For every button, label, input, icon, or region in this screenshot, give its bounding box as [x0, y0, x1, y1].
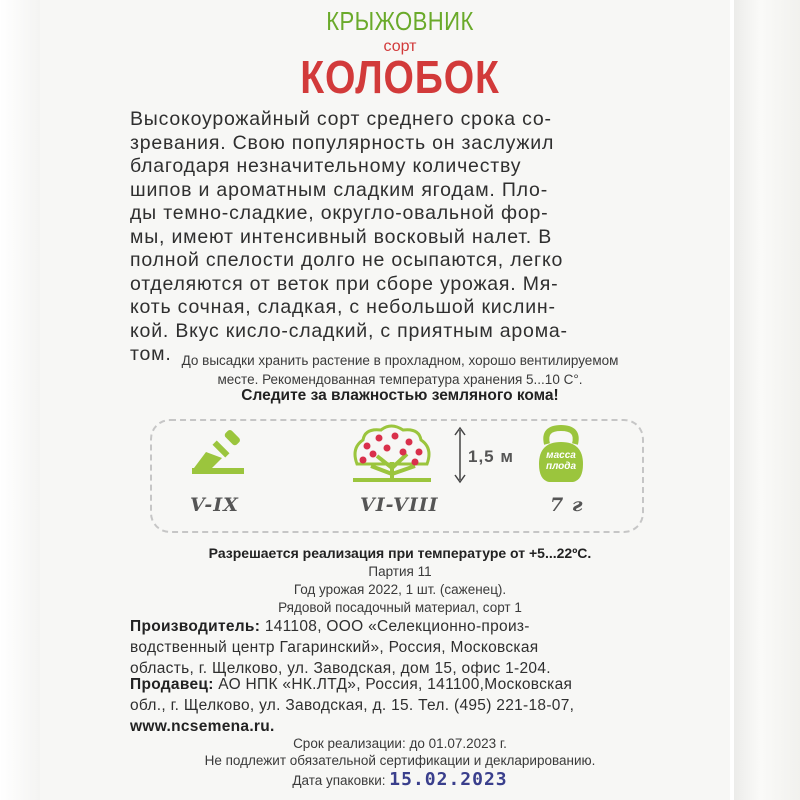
description-line: шипов и ароматным сладким ягодам. Пло-: [130, 178, 549, 201]
material-grade: Рядовой посадочный материал, сорт 1: [278, 600, 522, 615]
producer-line: водственный центр Гагаринский», Россия, Московская: [130, 639, 539, 656]
seller-label: Продавец:: [130, 676, 214, 693]
description-line: кой. Вкус кисло-сладкий, с приятным арома-: [130, 319, 568, 342]
moisture-warning: Следите за влажностью земляного кома!: [241, 387, 559, 404]
pack-date-label: Дата упаковки:: [292, 773, 386, 788]
description-line: Высокоурожайный сорт среднего срока со-: [130, 108, 552, 130]
certification-note: Не подлежит обязательной сертификации и декларированию.: [204, 753, 596, 768]
seller-line: АО НПК «НК.ЛТД», Россия, 141100,Московская: [213, 676, 573, 693]
package-left-edge: [0, 0, 40, 800]
fruit-weight: 7 г: [550, 494, 584, 516]
producer-line: 141108, ООО «Селекционно-произ-: [260, 618, 530, 635]
producer-label: Производитель:: [130, 618, 261, 635]
harvest-year: Год урожая 2022, 1 шт. (саженец).: [293, 582, 507, 597]
package-right-edge: [734, 0, 800, 800]
planting-period: V-IX: [190, 494, 239, 516]
harvest-period: VI-VIII: [360, 494, 439, 516]
pack-date-stamp: 15.02.2023: [389, 769, 508, 790]
description-line: отделяются от веток при сборе урожая. Мя-: [130, 272, 559, 295]
description-line: том.: [130, 343, 172, 365]
description-line: ды темно-сладкие, округло-овальной фор-: [130, 202, 549, 224]
batch-number: Партия 11: [368, 564, 432, 579]
variety-name: КОЛОБОК: [300, 51, 500, 103]
badge-line: масса: [546, 450, 576, 461]
height-arrow-icon: [452, 426, 468, 484]
description-line: мы, имеют интенсивный восковый налет. В: [130, 225, 553, 248]
trowel-icon: [188, 428, 248, 478]
badge-line: плода: [545, 461, 577, 472]
expiry-date: Срок реализации: до 01.07.2023 г.: [293, 736, 507, 751]
seller-info: [130, 674, 655, 737]
bush-icon: [347, 424, 437, 484]
description: [130, 108, 670, 367]
description-line: благодаря незначительному количеству: [130, 155, 522, 177]
sort-label: сорт: [383, 38, 417, 55]
seller-line: обл., г. Щелково, ул. Заводская, д. 15. Тел. (495) 221-18-07,: [130, 697, 575, 714]
storage-line: До высадки хранить растение в прохладном, хорошо вентилируемом: [181, 353, 619, 368]
description-line: полной спелости долго не осыпаются, легко: [130, 249, 564, 271]
fruit-weight-badge: [533, 450, 589, 472]
website-link[interactable]: www.ncsemena.ru.: [130, 718, 275, 735]
plant-height: 1,5 м: [468, 447, 514, 466]
description-line: коть сочная, сладкая, с небольшой кислин-: [130, 296, 556, 318]
storage-instructions: [120, 351, 680, 389]
crop-name: КРЫЖОВНИК: [326, 6, 474, 36]
description-line: зревания. Свою популярность он заслужил: [130, 131, 555, 154]
temperature-note: Разрешается реализация при температуре от +5...22ºС.: [208, 545, 592, 561]
producer-info: [130, 616, 655, 679]
storage-line: месте. Рекомендованная температура хранения 5...10 С°.: [217, 372, 583, 387]
packaging-date: [120, 769, 680, 790]
producer-line: область, г. Щелково, ул. Заводская, дом 15, офис 1-204.: [130, 660, 551, 677]
